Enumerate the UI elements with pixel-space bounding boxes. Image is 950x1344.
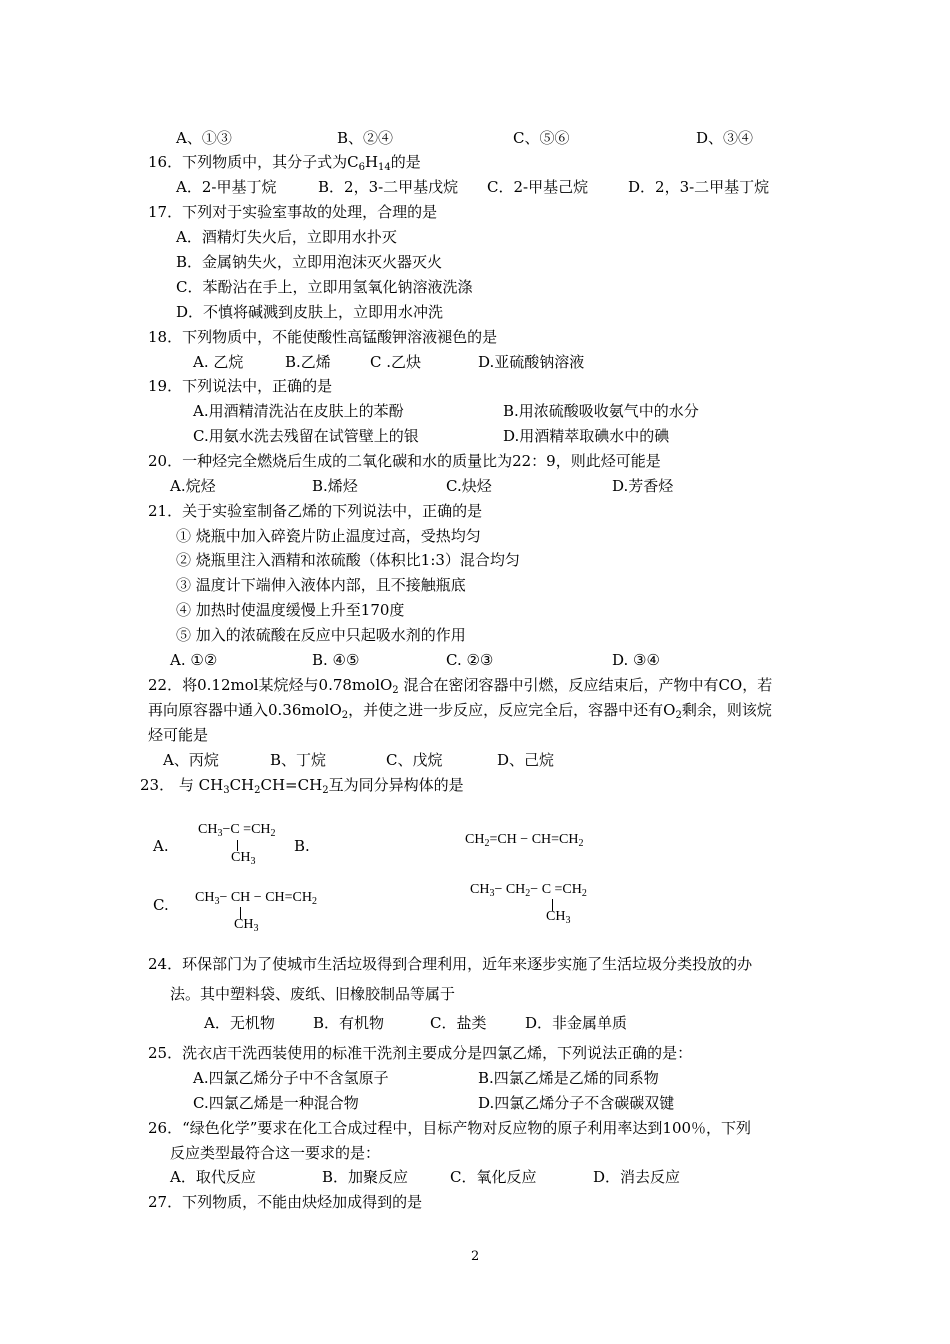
q23-label-a: A. — [153, 837, 169, 855]
q15-option-c: C、⑤⑥ — [513, 129, 570, 147]
q22-option-d: D、己烷 — [497, 751, 555, 769]
q17-option-d: D．不慎将碱溅到皮肤上，立即用水冲洗 — [176, 303, 444, 321]
q21-stem: 21．关于实验室制备乙烯的下列说法中，正确的是 — [148, 502, 483, 520]
q21-statement: ⑤ 加入的浓硫酸在反应中只起吸水剂的作用 — [176, 626, 466, 644]
q21-statement: ③ 温度计下端伸入液体内部，且不接触瓶底 — [176, 576, 466, 594]
q16-option-a: A．2-甲基丁烷 — [176, 178, 277, 196]
q19-option-b: B.用浓硫酸吸收氨气中的水分 — [503, 402, 699, 420]
q17-stem: 17．下列对于实验室事故的处理，合理的是 — [148, 203, 438, 221]
q25-option-a: A.四氯乙烯分子中不含氢原子 — [193, 1069, 389, 1087]
q23-label-b: B. — [294, 837, 310, 855]
q21-option-a: A. ①② — [170, 651, 218, 669]
q19-option-d: D.用酒精萃取碘水中的碘 — [503, 427, 670, 445]
q15-option-b: B、②④ — [337, 129, 394, 147]
q20-option-b: B.烯烃 — [312, 477, 358, 495]
q26-option-a: A．取代反应 — [170, 1168, 256, 1186]
q16-option-c: C．2-甲基己烷 — [487, 178, 589, 196]
q20-stem: 20．一种烃完全燃烧后生成的二氧化碳和水的质量比为22：9，则此烃可能是 — [148, 452, 661, 470]
q25-stem: 25．洗衣店干洗西装使用的标准干洗剂主要成分是四氯乙烯，下列说法正确的是： — [148, 1044, 693, 1062]
q25-option-b: B.四氯乙烯是乙烯的同系物 — [478, 1069, 659, 1087]
q18-stem: 18．下列物质中，不能使酸性高锰酸钾溶液褪色的是 — [148, 328, 498, 346]
q20-option-d: D.芳香烃 — [612, 477, 674, 495]
q22-option-b: B、丁烷 — [270, 751, 327, 769]
q20-option-c: C.炔烃 — [446, 477, 492, 495]
q21-option-d: D. ③④ — [612, 651, 660, 669]
q23-stem: 23． 与 $CH_3CH_2CH=CH_2$互为同分异构体的是 — [140, 776, 464, 796]
q19-stem: 19．下列说法中，正确的是 — [148, 377, 333, 395]
q17-option-c: C．苯酚沾在手上，立即用氢氧化钠溶液洗涤 — [176, 278, 473, 296]
q18-option-a: A. 乙烷 — [193, 353, 244, 371]
q25-option-c: C.四氯乙烯是一种混合物 — [193, 1094, 359, 1112]
q21-statement: ① 烧瓶中加入碎瓷片防止温度过高，受热均匀 — [176, 527, 481, 545]
q25-option-d: D.四氯乙烯分子不含碳碳双键 — [478, 1094, 675, 1112]
q24-option-a: A．无机物 — [204, 1014, 275, 1032]
q24-option-c: C．盐类 — [430, 1014, 487, 1032]
q16-option-b: B．2，3-二甲基戊烷 — [318, 178, 459, 196]
q22-stem-line1: 22．将0.12mol某烷烃与0.78molO$_2$ 混合在密闭容器中引燃，反应结束后，产物中有CO，若 — [148, 676, 773, 696]
q17-option-a: A．酒精灯失火后，立即用水扑灭 — [176, 228, 397, 246]
q21-statement: ④ 加热时使温度缓慢上升至170度 — [176, 601, 405, 619]
q22-stem-line2: 再向原容器中通入0.36molO$_2$，并使之进一步反应，反应完全后，容器中还有$O_2$剩余，则该烷 — [148, 701, 772, 721]
q15-option-d: D、③④ — [696, 129, 754, 147]
page-number: 2 — [471, 1249, 480, 1264]
q15-option-a: A、①③ — [176, 129, 232, 147]
q24-stem-line1: 24．环保部门为了使城市生活垃圾得到合理利用，近年来逐步实施了生活垃圾分类投放的办 — [148, 955, 753, 973]
q21-option-b: B. ④⑤ — [312, 651, 360, 669]
q19-option-a: A.用酒精清洗沾在皮肤上的苯酚 — [193, 402, 404, 420]
q24-option-b: B．有机物 — [313, 1014, 385, 1032]
q22-option-c: C、戊烷 — [386, 751, 443, 769]
q26-stem-line2: 反应类型最符合这一要求的是： — [170, 1144, 381, 1162]
q18-option-d: D.亚硫酸钠溶液 — [478, 353, 585, 371]
q26-option-d: D．消去反应 — [593, 1168, 681, 1186]
q20-option-a: A.烷烃 — [170, 477, 216, 495]
q23-label-c: C. — [153, 896, 169, 914]
q24-option-d: D．非金属单质 — [525, 1014, 628, 1032]
q22-option-a: A、丙烷 — [163, 751, 219, 769]
q19-option-c: C.用氨水洗去残留在试管壁上的银 — [193, 427, 419, 445]
q18-option-b: B.乙烯 — [285, 353, 331, 371]
q24-stem-line2: 法。其中塑料袋、废纸、旧橡胶制品等属于 — [170, 985, 456, 1003]
q26-option-c: C．氧化反应 — [450, 1168, 537, 1186]
q26-option-b: B．加聚反应 — [322, 1168, 409, 1186]
q26-stem-line1: 26．“绿色化学”要求在化工合成过程中，目标产物对反应物的原子利用率达到100％，下列 — [148, 1119, 752, 1137]
q27-stem: 27．下列物质，不能由炔烃加成得到的是 — [148, 1193, 423, 1211]
q21-option-c: C. ②③ — [446, 651, 494, 669]
q22-stem-line3: 烃可能是 — [148, 726, 209, 744]
q18-option-c: C .乙炔 — [370, 353, 422, 371]
q21-statement: ② 烧瓶里注入酒精和浓硫酸（体积比1:3）混合均匀 — [176, 551, 520, 569]
q17-option-b: B．金属钠失火，立即用泡沫灭火器灭火 — [176, 253, 443, 271]
q16-option-d: D．2，3-二甲基丁烷 — [628, 178, 770, 196]
q16-stem: 16．下列物质中，其分子式为$C_6H_{14}$的是 — [148, 153, 421, 173]
